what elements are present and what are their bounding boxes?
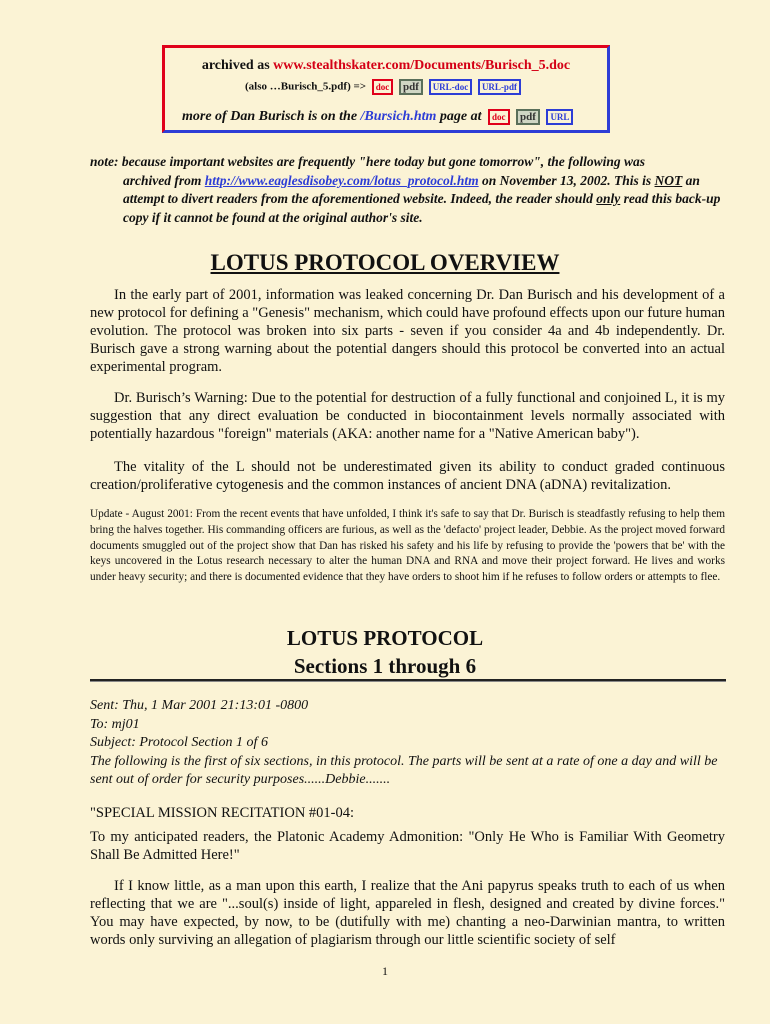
note-text-4: an attempt to divert readers from the aforementioned website. Indeed, the reader should xyxy=(123,172,700,206)
source-link[interactable]: http://www.eaglesdisobey.com/lotus_protocol.htm xyxy=(204,172,479,188)
vitality-paragraph xyxy=(90,458,725,494)
doc-button[interactable]: doc xyxy=(372,79,394,95)
url-doc-button[interactable]: URL-doc xyxy=(429,79,473,95)
note-not: NOT xyxy=(654,172,683,188)
more-pdf-button[interactable]: pdf xyxy=(516,109,540,125)
more-suffix: page at xyxy=(436,109,482,125)
archive-url-link[interactable]: www.stealthskater.com/Documents/Burisch_5.doc xyxy=(273,58,571,73)
note-text-3: on November 13, 2002. This is xyxy=(478,172,652,188)
pdf-button[interactable]: pdf xyxy=(399,79,423,95)
more-doc-button[interactable]: doc xyxy=(488,109,510,125)
admonition-paragraph: To my anticipated readers, the Platonic Academy Admonition: "Only He Who is Familiar With Geometry Shall Be Admitted Here!" xyxy=(90,829,725,863)
archived-label: archived as xyxy=(201,58,274,73)
page-number: 1 xyxy=(382,964,388,978)
note-text-2: archived from xyxy=(123,172,205,188)
archive-banner xyxy=(162,45,610,133)
url-pdf-button[interactable]: URL-pdf xyxy=(478,79,521,95)
archive-line xyxy=(165,58,607,74)
email-body: The following is the first of six sections, in this protocol. The parts will be sent at a rate of one a day and will be sent out of order for security purposes......Debbie....... xyxy=(90,753,718,787)
intro-text: In the early part of 2001, information was leaked concerning Dr. Dan Burisch and his development of a new protocol for defining a "Genesis" mechanism, which could have profound effects upon our future human evolution. The protocol was broken into six parts - seven if you consider 4a and 4b independently. Dr. Burisch gave a strong warning about the potential dangers should this protocol be converted into an actual experimental program. xyxy=(90,287,725,375)
section-title-line-1: LOTUS PROTOCOL xyxy=(286,626,484,650)
update-paragraph: Update - August 2001: From the recent events that have unfolded, I think it's safe to say that Dr. Burisch is steadfastly refusing to help them bring the halves together. His commanding officers are furious, as well as the 'defacto' project leader, Debbie. As the project moved forward documents smuggled out of the project show that Dan has risked his safety and his life by refusing to provide the 'powers that be' with the keys uncovered in the Lotus research necessary to alter the human DNA and RNA and move their project forward. He lives and works under heavy security; and there is documented evidence that they have orders to shoot him if he refuses to follow orders or attempts to flee. xyxy=(90,508,725,584)
page-title: LOTUS PROTOCOL OVERVIEW xyxy=(210,250,560,275)
section-divider xyxy=(90,679,726,682)
email-subject: Subject: Protocol Section 1 of 6 xyxy=(90,735,268,750)
also-line xyxy=(245,79,521,95)
note-body xyxy=(90,172,725,228)
more-line xyxy=(182,109,573,125)
warning-text: Dr. Burisch’s Warning: Due to the potential for destruction of a fully functional and conjoined L, it is my suggestion that any direct evaluation be conducted in biocontainment levels normally associated with potentially hazardous "foreign" materials (AKA: another name for a "Native American baby"). xyxy=(90,390,725,442)
email-to: To: mj01 xyxy=(90,716,140,732)
note-only: only xyxy=(596,191,621,206)
burisch-page-link[interactable]: /Bursich.htm xyxy=(360,109,437,125)
email-sent: Sent: Thu, 1 Mar 2001 21:13:01 -0800 xyxy=(90,698,309,713)
closing-paragraph xyxy=(90,877,725,949)
also-label: (also …Burisch_5.pdf) => xyxy=(245,80,367,93)
section-title-line-2: Sections 1 through 6 xyxy=(293,654,477,678)
more-url-button[interactable]: URL xyxy=(546,109,573,125)
email-header xyxy=(90,697,725,790)
vitality-text: The vitality of the L should not be underestimated given its ability to conduct graded continuous creation/proliferative cytogenesis and the common instances of ancient DNA (aDNA) revitalization. xyxy=(90,459,725,493)
intro-paragraph xyxy=(90,286,725,376)
note-line-1: note: because important websites are frequently "here today but gone tomorrow", the following was xyxy=(90,154,646,169)
recitation-heading: "SPECIAL MISSION RECITATION #01-04: xyxy=(90,805,355,821)
more-label: more of Dan Burisch is on the xyxy=(182,109,361,125)
note-text-5: read this back-up copy if it cannot be found at the original author's site. xyxy=(123,191,721,225)
closing-text: If I know little, as a man upon this earth, I realize that the Ani papyrus speaks truth to each of us when reflecting that we are "...soul(s) inside of light, appareled in flesh, designed and created by divine forces." You may have expected, by now, to be (dutifully with me) chanting a neo-Darwinian mantra, to written words only surviving an allegation of plagiarism through our little scientific society of self xyxy=(90,878,725,948)
warning-paragraph xyxy=(90,389,725,443)
archive-note xyxy=(90,153,725,227)
